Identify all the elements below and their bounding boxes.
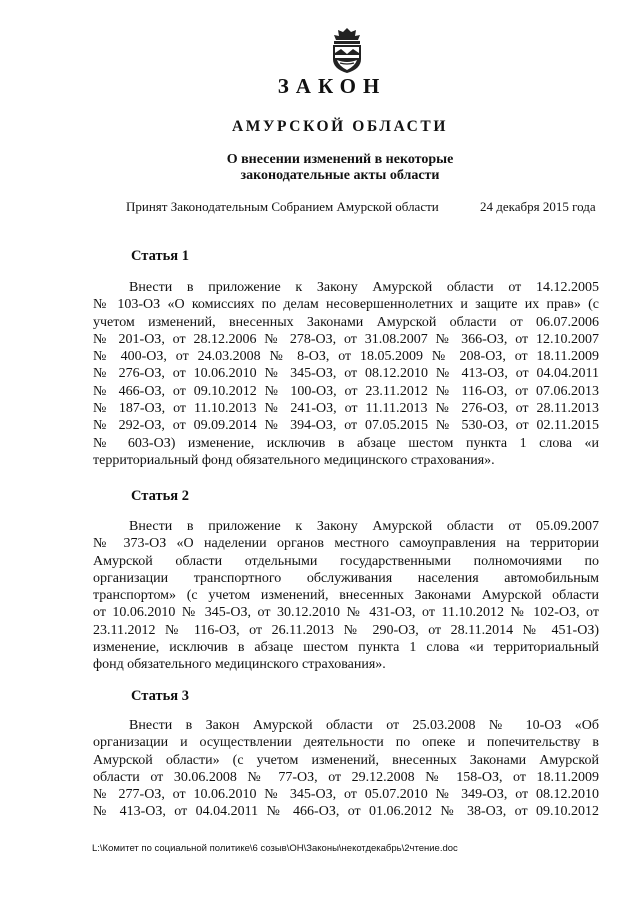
region-title: АМУРСКОЙ ОБЛАСТИ	[232, 118, 448, 135]
text-line: учетом изменений, внесенных Законами Амурской области от 06.07.2006	[93, 314, 599, 330]
text-line: от 10.06.2010 № 345-ОЗ, от 30.12.2010 № 431-ОЗ, от 11.10.2012 № 102-ОЗ, от	[93, 605, 599, 621]
text-line: № 277-ОЗ, от 10.06.2010 № 345-ОЗ, от 05.07.2010 № 349-ОЗ, от 08.12.2010	[93, 787, 599, 803]
text-line: № 400-ОЗ, от 24.03.2008 № 8-ОЗ, от 18.05.2009 № 208-ОЗ, от 18.11.2009	[93, 349, 599, 365]
text-line: 23.11.2012 № 116-ОЗ, от 26.11.2013 № 290-ОЗ, от 28.11.2014 № 451-ОЗ)	[93, 622, 599, 638]
text-line: организации и осуществлении деятельности по опеке и попечительству в	[93, 735, 599, 751]
text-line: № 276-ОЗ, от 10.06.2010 № 345-ОЗ, от 08.12.2010 № 413-ОЗ, от 04.04.2011	[93, 366, 599, 382]
text-line: № 373-ОЗ «О наделении органов местного самоуправления на территории	[93, 536, 599, 552]
text-line: Внести в приложение к Закону Амурской области от 05.09.2007	[129, 519, 599, 534]
subtitle-line: О внесении изменений в некоторые	[226, 152, 454, 167]
article-1-body	[93, 279, 599, 469]
text-line: Внести в приложение к Закону Амурской области от 14.12.2005	[129, 280, 599, 295]
article-2-body	[93, 518, 599, 674]
text-line: № 603-ОЗ) изменение, исключив в абзаце шестом пункта 1 слова «и	[93, 435, 599, 451]
article-2-heading: Статья 2	[131, 488, 189, 504]
text-line: № 187-ОЗ, от 11.10.2013 № 241-ОЗ, от 11.11.2013 № 276-ОЗ, от 28.11.2013	[93, 401, 599, 417]
text-line: фонд обязательного медицинского страхования».	[93, 657, 386, 673]
text-line: Амурской области» (с учетом изменений, внесенных Законами Амурской	[93, 752, 599, 768]
text-line: № 413-ОЗ, от 04.04.2011 № 466-ОЗ, от 01.06.2012 № 38-ОЗ, от 09.10.2012	[93, 804, 599, 820]
text-line: № 201-ОЗ, от 28.12.2006 № 278-ОЗ, от 31.08.2007 № 366-ОЗ, от 12.10.2007	[93, 331, 599, 347]
file-path-footer: L:\Комитет по социальной политике\6 созыв\ОН\Законы\некотдекабрь\2чтение.doc	[92, 843, 458, 854]
law-title: ЗАКОН	[277, 74, 387, 98]
text-line: № 466-ОЗ, от 09.10.2012 № 100-ОЗ, от 23.11.2012 № 116-ОЗ, от 07.06.2013	[93, 383, 599, 399]
text-line: организации транспортного обслуживания населения автомобильным	[93, 570, 599, 586]
text-line: Амурской области отдельными государственными полномочиями по	[93, 553, 599, 569]
text-line: области от 30.06.2008 № 77-ОЗ, от 29.12.2008 № 158-ОЗ, от 18.11.2009	[93, 769, 599, 785]
subtitle-line: законодательные акты области	[240, 168, 440, 183]
adopted-by: Принят Законодательным Собранием Амурской области	[126, 199, 439, 214]
article-1-heading: Статья 1	[131, 248, 189, 264]
text-line: транспортом» (с учетом изменений, внесенных Законами Амурской области	[93, 588, 599, 604]
text-line: № 103-ОЗ «О комиссиях по делам несовершеннолетних и защите их прав» (с	[93, 297, 599, 313]
text-line: территориальный фонд обязательного медицинского страхования».	[93, 452, 495, 468]
text-line: изменение, исключив в абзаце шестом пункта 1 слова «и территориальный	[93, 640, 599, 656]
article-3-heading: Статья 3	[131, 688, 189, 704]
coat-of-arms-icon	[326, 26, 368, 74]
law-subtitle	[20, 152, 640, 184]
adopted-date: 24 декабря 2015 года	[480, 199, 596, 214]
article-3-body	[93, 717, 599, 821]
text-line: № 292-ОЗ, от 09.09.2014 № 394-ОЗ, от 07.05.2015 № 530-ОЗ, от 02.11.2015	[93, 418, 599, 434]
text-line: Внести в Закон Амурской области от 25.03.2008 № 10-ОЗ «Об	[129, 718, 599, 733]
